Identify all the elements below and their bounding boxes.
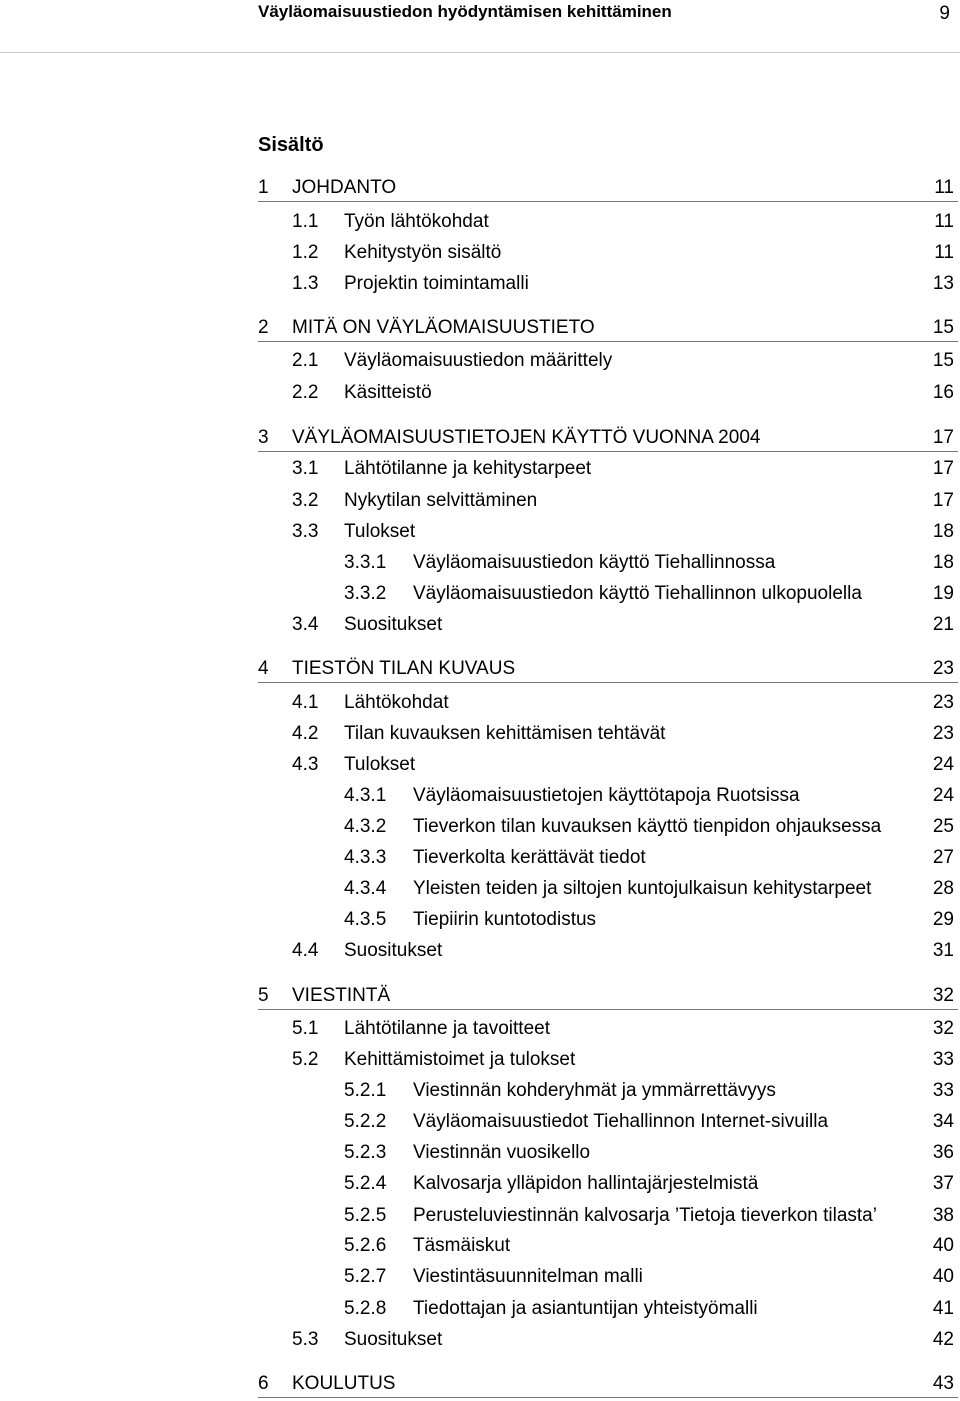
- toc-entry-number: 5.2.1: [344, 1080, 387, 1101]
- toc-entry-title: Täsmäiskut: [413, 1235, 511, 1256]
- toc-entry-number: 2.1: [292, 350, 319, 371]
- toc-entry: [258, 983, 958, 1010]
- toc-entry-title: Käsitteistö: [344, 382, 432, 403]
- toc-entry-number: 5.1: [292, 1018, 319, 1039]
- toc-entry-number: 4.3.2: [344, 816, 387, 837]
- toc-entry-page: 32: [932, 985, 954, 1006]
- toc-entry: [258, 1203, 958, 1229]
- toc-entry-title: Työn lähtökohdat: [344, 211, 489, 232]
- toc-entry-title: Perusteluviestinnän kalvosarja ’Tietoja tieverkon tilasta’: [413, 1205, 877, 1226]
- toc-entry: [258, 380, 958, 406]
- toc-entry-title: Tiedottajan ja asiantuntijan yhteistyömalli: [413, 1298, 758, 1319]
- toc-entry: [258, 938, 958, 964]
- toc-entry-title: Tilan kuvauksen kehittämisen tehtävät: [344, 723, 666, 744]
- toc-entry: [258, 456, 958, 482]
- toc-entry: [258, 209, 958, 235]
- toc-entry-page: 11: [934, 177, 954, 198]
- toc-entry: [258, 519, 958, 545]
- toc-entry: [258, 1264, 958, 1290]
- toc-entry: [258, 581, 958, 607]
- toc-entry-page: 33: [932, 1049, 954, 1070]
- toc-entry-number: 1.2: [292, 242, 319, 263]
- toc-entry-page: 21: [932, 614, 954, 635]
- toc-entry-title: Lähtökohdat: [344, 692, 449, 713]
- toc-entry-number: 2.2: [292, 382, 319, 403]
- toc-entry-title: Lähtötilanne ja tavoitteet: [344, 1018, 550, 1039]
- toc-entry-number: 5.2: [292, 1049, 319, 1070]
- toc-entry: [258, 1171, 958, 1197]
- toc-entry-title: Viestinnän kohderyhmät ja ymmärrettävyys: [413, 1080, 776, 1101]
- toc-entry-page: 18: [932, 521, 954, 542]
- toc-entry-page: 32: [932, 1018, 954, 1039]
- toc-entry-number: 5.2.5: [344, 1205, 387, 1226]
- toc-entry-number: 3.3.2: [344, 583, 387, 604]
- toc-entry: [258, 488, 958, 514]
- toc-entry-title: Väyläomaisuustiedon käyttö Tiehallinnon ulkopuolella: [413, 583, 862, 604]
- toc-entry-title: Viestintäsuunnitelman malli: [413, 1266, 643, 1287]
- toc-entry-title: Tieverkon tilan kuvauksen käyttö tienpidon ohjauksessa: [413, 816, 882, 837]
- toc-entry-number: 4.3.3: [344, 847, 387, 868]
- toc-entry-number: 3.3: [292, 521, 319, 542]
- toc-entry-title: Nykytilan selvittäminen: [344, 490, 538, 511]
- toc-entry: [258, 425, 958, 452]
- toc-entry-title: Kehitystyön sisältö: [344, 242, 502, 263]
- toc-entry-number: 3: [258, 427, 269, 448]
- toc-entry: [258, 271, 958, 297]
- toc-entry-number: 4.3.4: [344, 878, 387, 899]
- toc-entry-title: Suositukset: [344, 614, 443, 635]
- toc-entry-page: 31: [932, 940, 954, 961]
- toc-entry-number: 3.3.1: [344, 552, 387, 573]
- toc-entry-number: 5.2.4: [344, 1173, 387, 1194]
- toc-entry: [258, 721, 958, 747]
- toc-entry-page: 24: [932, 785, 954, 806]
- toc-entry-page: 42: [932, 1329, 954, 1350]
- toc-entry: [258, 907, 958, 933]
- toc-entry-number: 4.1: [292, 692, 319, 713]
- toc-entry-page: 17: [932, 427, 954, 448]
- toc-entry-page: 15: [932, 317, 954, 338]
- toc-entry-title: MITÄ ON VÄYLÄOMAISUUSTIETO: [292, 317, 595, 338]
- toc-entry-title: Kehittämistoimet ja tulokset: [344, 1049, 576, 1070]
- toc-entry-page: 36: [932, 1142, 954, 1163]
- page-number: 9: [939, 3, 950, 24]
- toc-entry-number: 5.2.6: [344, 1235, 387, 1256]
- toc-entry-page: 23: [932, 723, 954, 744]
- toc-entry-page: 19: [932, 583, 954, 604]
- toc-entry-page: 17: [932, 458, 954, 479]
- toc-entry-title: Tulokset: [344, 754, 416, 775]
- toc-entry: [258, 1078, 958, 1104]
- toc-entry-page: 13: [932, 273, 954, 294]
- toc-entry: [258, 1327, 958, 1353]
- toc-entry-title: TIESTÖN TILAN KUVAUS: [292, 658, 516, 679]
- toc-entry-number: 4: [258, 658, 269, 679]
- toc-entry-page: 11: [934, 242, 954, 263]
- toc-entry-title: VÄYLÄOMAISUUSTIETOJEN KÄYTTÖ VUONNA 2004: [292, 427, 761, 448]
- toc-entry: [258, 690, 958, 716]
- toc-entry-number: 1.1: [292, 211, 319, 232]
- toc-entry: [258, 315, 958, 342]
- toc-entry-number: 5: [258, 985, 269, 1006]
- toc-entry-number: 1: [258, 177, 269, 198]
- toc-entry-title: Suositukset: [344, 940, 443, 961]
- toc-entry: [258, 656, 958, 683]
- toc-entry-page: 28: [932, 878, 954, 899]
- running-header-title: Väyläomaisuustiedon hyödyntämisen kehittäminen: [258, 2, 672, 21]
- toc-entry-page: 15: [932, 350, 954, 371]
- toc-entry-number: 3.2: [292, 490, 319, 511]
- toc-entry: [258, 1047, 958, 1073]
- toc-entry-page: 25: [932, 816, 954, 837]
- toc-entry-page: 17: [932, 490, 954, 511]
- toc-entry: [258, 1233, 958, 1259]
- toc-entry-title: Lähtötilanne ja kehitystarpeet: [344, 458, 592, 479]
- toc-entry-page: 23: [932, 658, 954, 679]
- toc-entry-title: Väyläomaisuustiedon määrittely: [344, 350, 613, 371]
- toc-entry-page: 11: [934, 211, 954, 232]
- toc-entry: [258, 876, 958, 902]
- toc-entry: [258, 752, 958, 778]
- toc-entry-number: 6: [258, 1373, 269, 1394]
- toc-entry-title: Tieverkolta kerättävät tiedot: [413, 847, 646, 868]
- toc-entry: [258, 348, 958, 374]
- toc-entry-title: KOULUTUS: [292, 1373, 396, 1394]
- toc-entry: [258, 1140, 958, 1166]
- toc-entry-title: Tulokset: [344, 521, 416, 542]
- toc-entry: [258, 550, 958, 576]
- page-header: [0, 0, 960, 53]
- toc-entry-number: 5.2.3: [344, 1142, 387, 1163]
- toc-entry-page: 41: [932, 1298, 954, 1319]
- toc-entry-title: Yleisten teiden ja siltojen kuntojulkaisun kehitystarpeet: [413, 878, 872, 899]
- toc-entry-title: JOHDANTO: [292, 177, 397, 198]
- toc-entry-number: 4.2: [292, 723, 319, 744]
- toc-entry-page: 40: [932, 1266, 954, 1287]
- toc-entry: [258, 845, 958, 871]
- toc-entry-number: 2: [258, 317, 269, 338]
- toc-heading: Sisältö: [258, 134, 324, 156]
- toc-entry-page: 34: [932, 1111, 954, 1132]
- toc-entry-page: 18: [932, 552, 954, 573]
- toc-entry-page: 27: [932, 847, 954, 868]
- toc-entry-title: Viestinnän vuosikello: [413, 1142, 591, 1163]
- toc-entry-number: 4.3: [292, 754, 319, 775]
- toc-entry-page: 29: [932, 909, 954, 930]
- toc-entry-title: Projektin toimintamalli: [344, 273, 529, 294]
- toc-entry: [258, 612, 958, 638]
- toc-entry-number: 3.4: [292, 614, 319, 635]
- toc-entry-page: 33: [932, 1080, 954, 1101]
- toc-entry-number: 1.3: [292, 273, 319, 294]
- toc-entry-number: 5.2.2: [344, 1111, 387, 1132]
- toc-entry: [258, 1371, 958, 1398]
- toc-entry-number: 4.4: [292, 940, 319, 961]
- toc-entry-page: 16: [932, 382, 954, 403]
- toc-entry-number: 4.3.1: [344, 785, 387, 806]
- toc-entry: [258, 1109, 958, 1135]
- toc-entry-title: Väyläomaisuustietojen käyttötapoja Ruotsissa: [413, 785, 800, 806]
- toc-entry-page: 40: [932, 1235, 954, 1256]
- toc-entry-number: 5.2.7: [344, 1266, 387, 1287]
- toc-entry-title: Väyläomaisuustiedon käyttö Tiehallinnossa: [413, 552, 776, 573]
- toc-entry-number: 5.2.8: [344, 1298, 387, 1319]
- toc-entry: [258, 175, 958, 202]
- toc-entry-page: 23: [932, 692, 954, 713]
- toc-entry-page: 37: [932, 1173, 954, 1194]
- toc-entry-page: 24: [932, 754, 954, 775]
- toc-entry: [258, 1296, 958, 1322]
- toc-entry-title: Suositukset: [344, 1329, 443, 1350]
- toc-entry: [258, 240, 958, 266]
- toc-entry-title: Kalvosarja ylläpidon hallintajärjestelmistä: [413, 1173, 759, 1194]
- toc-entry-page: 38: [932, 1205, 954, 1226]
- toc-entry-title: VIESTINTÄ: [292, 985, 391, 1006]
- toc-entry-title: Väyläomaisuustiedot Tiehallinnon Internet-sivuilla: [413, 1111, 829, 1132]
- toc-entry: [258, 783, 958, 809]
- toc-entry: [258, 814, 958, 840]
- toc-entry: [258, 1016, 958, 1042]
- toc-entry-number: 4.3.5: [344, 909, 387, 930]
- toc-entry-title: Tiepiirin kuntotodistus: [413, 909, 597, 930]
- toc-entry-number: 5.3: [292, 1329, 319, 1350]
- toc-entry-page: 43: [932, 1373, 954, 1394]
- toc-entry-number: 3.1: [292, 458, 319, 479]
